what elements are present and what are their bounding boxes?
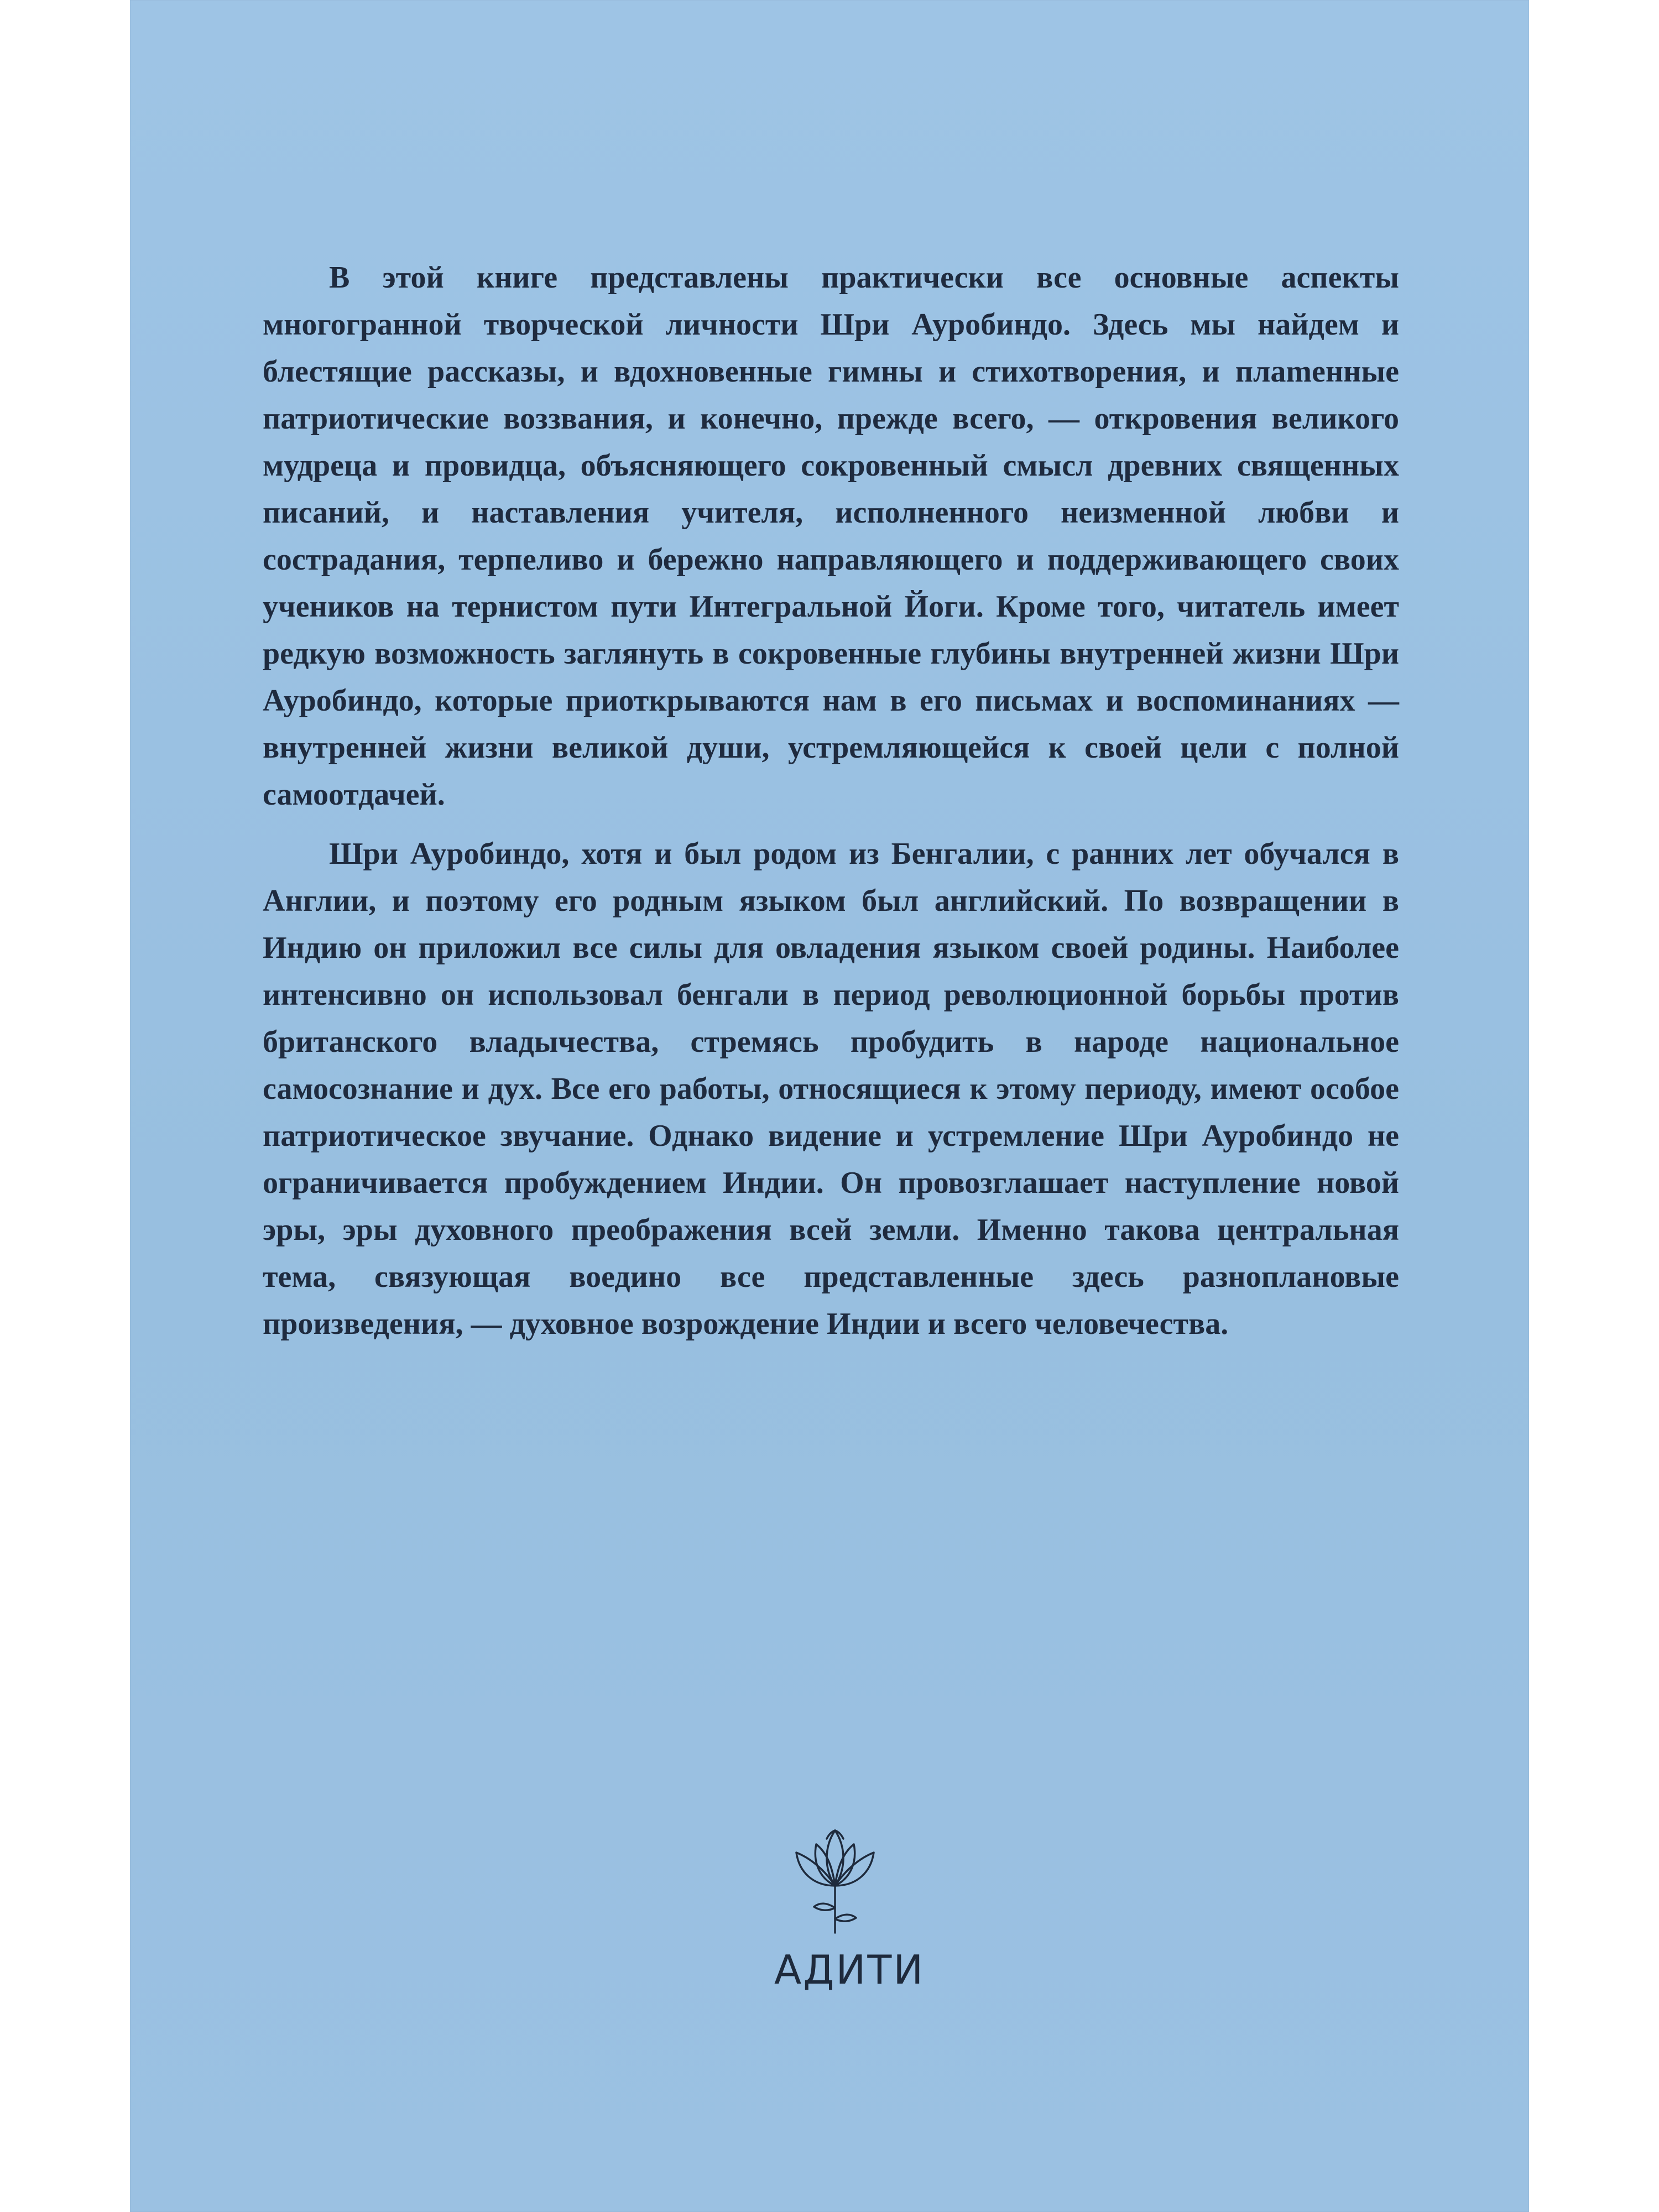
lotus-icon (780, 1814, 890, 1941)
annotation-paragraph-2: Шри Ауробиндо, хотя и был родом из Бенгалии, с ранних лет обучался в Англии, и поэтому его родным языком был английский. По возвращении в Индию он приложил все силы для овладения языком своей родины. Наиболее интенсивно он использовал бенгали в период революционной борьбы против британского владычества, стремясь пробудить в народе национальное самосознание и дух. Все его работы, относящиеся к этому периоду, имеют особое патриотическое звучание. Однако видение и устремление Шри Ауробиндо не ограничивается пробуждением Индии. Он провозглашает наступление новой эры, эры духовного преображения всей земли. Именно такова центральная тема, связующая воедино все представленные здесь разноплановые произведения, — духовное возрождение Индии и всего человечества. (263, 837, 1399, 1341)
publisher-name: АДИТИ (774, 1947, 925, 1993)
annotation-text (263, 254, 1399, 1360)
annotation-paragraph-1: В этой книге представлены практически все основные аспекты многогранной творческой личности Шри Ауробиндо. Здесь мы найдем и блестящие рассказы, и вдохновенные гимны и стихотворения, и плаmенные патриотические воззвания, и конечно, прежде всего, — откровения великого мудреца и провидца, объясняющего сокровенный смысл древних священных писаний, и наставления учителя, исполненного неизменной любви и сострадания, терпеливо и бережно направляющего и поддерживающего своих учеников на тернистом пути Интегральной Йоги. Кроме того, читатель имеет редкую возможность заглянуть в сокровенные глубины внутренней жизни Шри Ауробиндо, которые приоткрываются нам в его письмах и воспоминаниях — внутренней жизни великой души, устремляющейся к своей цели с полной самоотдачей. (263, 260, 1399, 812)
publisher-logo (774, 1814, 925, 2002)
